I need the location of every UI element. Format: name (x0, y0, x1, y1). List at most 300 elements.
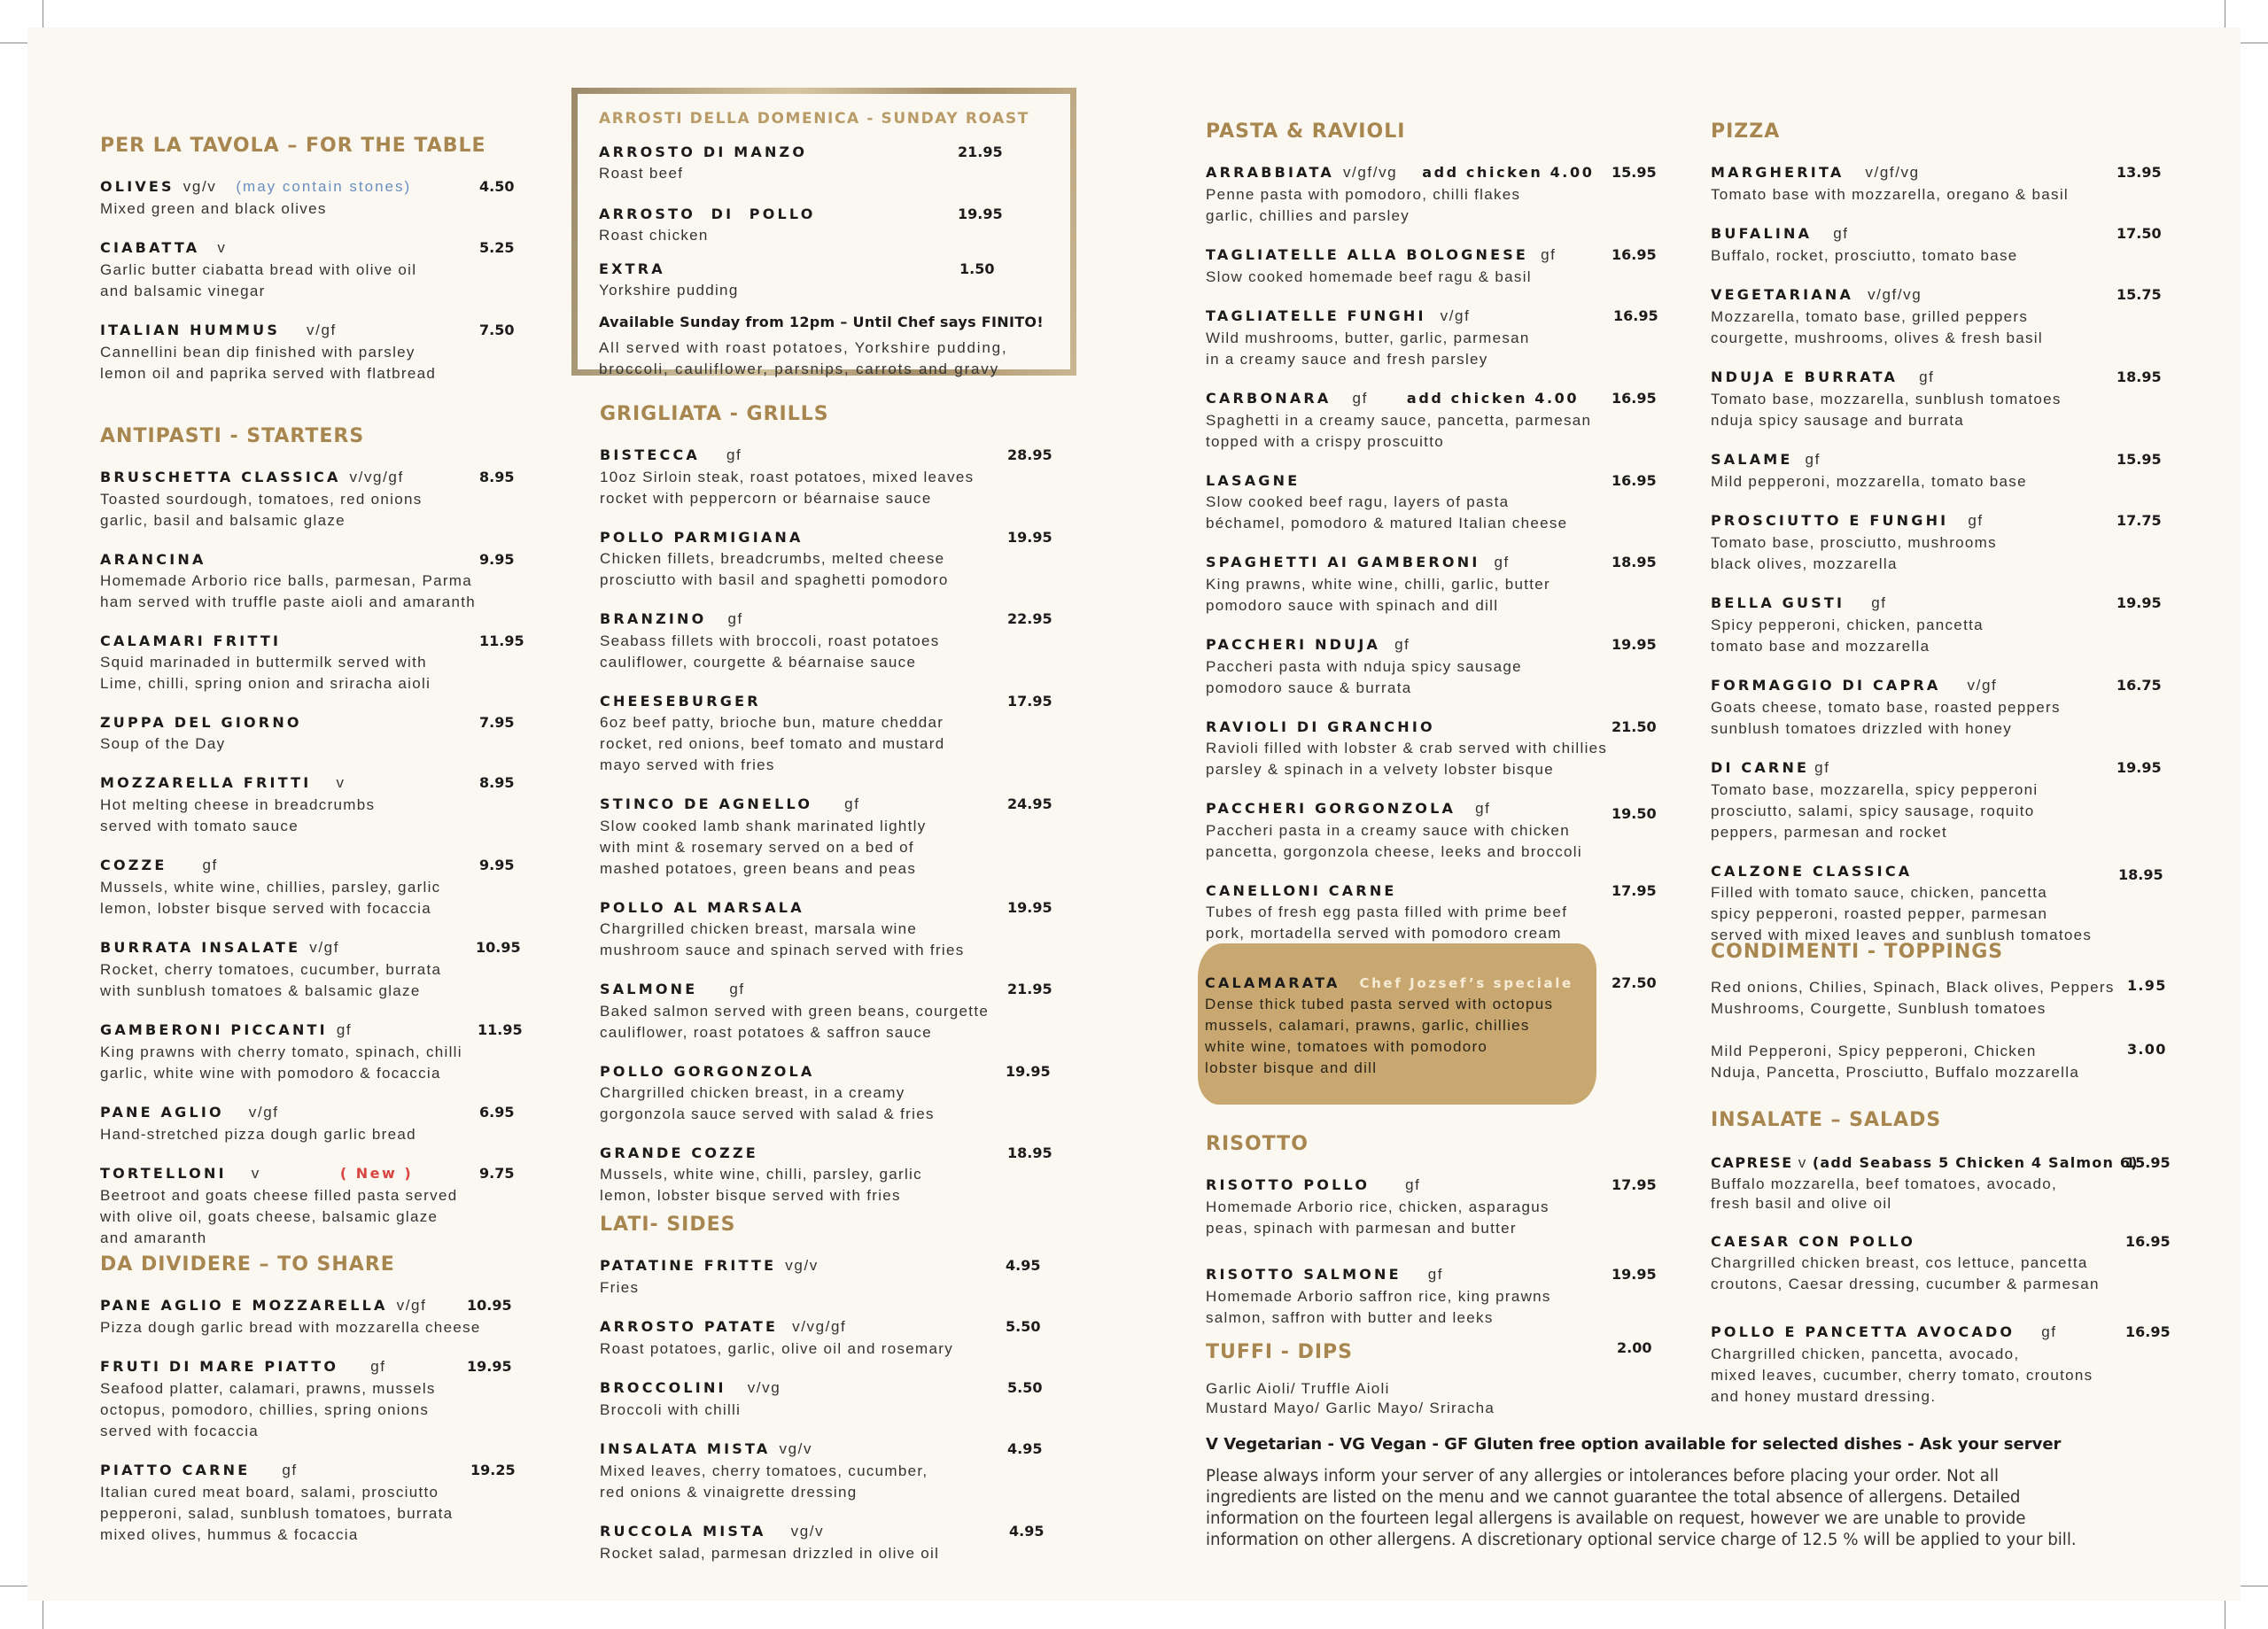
menu-item (1711, 286, 2171, 349)
menu-item (600, 1144, 1060, 1206)
diet-tags: v/vg (747, 1379, 781, 1396)
item-price: 22.95 (1007, 610, 1052, 627)
item-price: 18.95 (1612, 554, 1657, 570)
item-description: Squid marinaded in buttermilk served with Lime, chilli, spring onion and sriracha aioli (100, 654, 431, 692)
diet-tags: v/gf (1440, 307, 1471, 324)
item-description: Toasted sourdough, tomatoes, red onions garlic, basil and balsamic glaze (100, 491, 423, 529)
menu-item (100, 1297, 517, 1338)
section-da-dividere (100, 1253, 517, 1565)
item-name: ARANCINA (100, 551, 206, 568)
item-price: 19.95 (467, 1358, 512, 1375)
menu-item (100, 774, 517, 837)
menu-item (1711, 594, 2171, 657)
item-description: Wild mushrooms, butter, garlic, parmesan in a creamy sauce and fresh parsley (1206, 330, 1530, 368)
item-name: BISTECCA (600, 446, 700, 463)
item-price: 15.95 (2125, 1154, 2171, 1171)
item-name: EXTRA (599, 260, 665, 277)
diet-tags: gf (1805, 451, 1821, 468)
menu-item (1711, 225, 2171, 267)
item-description: Rocket, cherry tomatoes, cucumber, burrata with sunblush tomatoes & balsamic glaze (100, 961, 442, 999)
item-description: Filled with tomato sauce, chicken, pancetta spicy pepperoni, roasted pepper, parmesan served with mixed leaves and sunblush tomatoes (1711, 884, 2093, 943)
item-name: PACCHERI GORGONZOLA (1206, 800, 1456, 817)
menu-item (100, 551, 517, 613)
item-name: BRUSCHETTA CLASSICA (100, 469, 341, 485)
item-price: 4.95 (1009, 1523, 1045, 1540)
item-description: King prawns with cherry tomato, spinach, chilli garlic, white wine with pomodoro & focaccia (100, 1043, 462, 1082)
section-pasta (1206, 120, 1666, 966)
menu-item (1206, 472, 1666, 534)
section-grigliata (600, 403, 1060, 1206)
item-name: SPAGHETTI AI GAMBERONI (1206, 554, 1480, 570)
item-description: Roast beef (599, 165, 684, 182)
item-description: Roast chicken (599, 227, 709, 244)
item-name: CIABATTA (100, 239, 200, 256)
diet-tags: v/gf/vg (1868, 286, 1922, 303)
item-description: Dense thick tubed pasta served with octopus mussels, calamari, prawns, garlic, chillies white wine, tomatoes with pomodoro lobster bisque and dill (1205, 996, 1554, 1076)
item-description: Mussels, white wine, chillies, parsley, garlic lemon, lobster bisque served with focaccia (100, 879, 441, 917)
menu-item (1711, 1323, 2171, 1408)
diet-tags: gf (727, 610, 743, 627)
item-description: Soup of the Day (100, 735, 226, 752)
menu-item (1206, 307, 1666, 370)
diet-tags: v/gf/vg (1865, 164, 1920, 181)
menu-item (600, 899, 1060, 961)
item-price: 28.95 (1007, 446, 1052, 463)
diet-legend: V Vegetarian - VG Vegan - GF Gluten free option available for selected dishes - Ask your server (1206, 1435, 2062, 1454)
item-price: 16.95 (1612, 390, 1657, 407)
menu-item (600, 610, 1060, 673)
item-name: GRANDE COZZE (600, 1144, 758, 1161)
diet-tags: v/vg/gf (792, 1318, 847, 1335)
item-price: 17.95 (1007, 693, 1052, 710)
menu-item (599, 260, 1070, 301)
menu-item (100, 469, 517, 531)
item-name: LASAGNE (1206, 472, 1301, 489)
item-name: PATATINE FRITTE (600, 1257, 777, 1274)
add-on-note: (add Seabass 5 Chicken 4 Salmon 6) (1812, 1154, 2139, 1171)
item-price: 19.95 (1007, 529, 1052, 546)
new-badge: ( New ) (339, 1165, 414, 1182)
item-name: ARROSTO DI POLLO (599, 206, 816, 222)
item-description: Chicken fillets, breadcrumbs, melted cheese prosciutto with basil and spaghetti pomodoro (600, 550, 949, 588)
menu-item (1711, 759, 2171, 843)
section-insalate (1711, 1109, 2171, 1427)
item-description: Chargrilled chicken breast, in a creamy gorgonzola sauce served with salad & fries (600, 1084, 935, 1122)
item-price: 15.95 (1612, 164, 1657, 181)
item-name: BUFALINA (1711, 225, 1813, 242)
menu-item (599, 144, 1070, 184)
diet-tags: gf (1919, 368, 1935, 385)
item-name: FORMAGGIO DI CAPRA (1711, 677, 1941, 694)
diet-tags: gf (1541, 246, 1557, 263)
menu-item (100, 1462, 517, 1546)
item-name: BROCCOLINI (600, 1379, 726, 1396)
menu-item (1711, 512, 2171, 575)
item-description: Seafood platter, calamari, prawns, mussels octopus, pomodoro, chillies, spring onions served with focaccia (100, 1380, 436, 1439)
diet-tags: gf (370, 1358, 386, 1375)
item-name: RISOTTO POLLO (1206, 1176, 1371, 1193)
column-4 (1711, 120, 2171, 1405)
item-description: Homemade Arborio rice balls, parmesan, Parma ham served with truffle paste aioli and amaranth (100, 572, 477, 610)
item-description: 6oz beef patty, brioche bun, mature cheddar rocket, red onions, beef tomato and mustard mayo served with fries (600, 714, 945, 773)
menu-item (600, 446, 1060, 509)
menu-item (100, 1358, 517, 1442)
item-name: OLIVES (100, 178, 175, 195)
menu-item (1711, 1154, 2171, 1214)
item-price: 4.95 (1007, 1440, 1043, 1457)
diet-tags: gf (726, 446, 742, 463)
item-description: Tubes of fresh egg pasta filled with prime beef pork, mortadella served with pomodoro cream (1206, 904, 1568, 942)
item-price: 18.95 (1007, 1144, 1052, 1161)
diet-tags: v (336, 774, 346, 791)
item-price: 17.95 (1612, 882, 1657, 899)
section-title: LATI- SIDES (600, 1214, 736, 1236)
item-name: BURRATA INSALATE (100, 939, 301, 956)
item-name: BRANZINO (600, 610, 707, 627)
diet-tags: gf (729, 981, 745, 997)
item-description: Broccoli with chilli (600, 1401, 742, 1418)
item-description: Pizza dough garlic bread with mozzarella cheese (100, 1319, 481, 1336)
diet-tags: v/gf (248, 1104, 279, 1121)
section-lati (600, 1214, 1060, 1584)
menu-item (1711, 451, 2171, 493)
item-name: ARROSTO DI MANZO (599, 144, 808, 160)
item-price: 24.95 (1007, 795, 1052, 812)
item-description: Buffalo, rocket, prosciutto, tomato base (1711, 247, 2018, 264)
topping-list: Mild Pepperoni, Spicy pepperoni, Chicken Nduja, Pancetta, Prosciutto, Buffalo mozzarella (1711, 1043, 2080, 1081)
section-title: ANTIPASTI - STARTERS (100, 425, 365, 447)
item-name: POLLO AL MARSALA (600, 899, 804, 916)
item-name: POLLO GORGONZOLA (600, 1063, 815, 1080)
item-name: TAGLIATELLE FUNGHI (1206, 307, 1426, 324)
menu-item (1206, 718, 1666, 780)
item-name: CALAMARATA (1205, 974, 1340, 991)
item-description: Slow cooked homemade beef ragu & basil (1206, 268, 1532, 285)
menu-item (100, 857, 517, 919)
item-description: Tomato base, mozzarella, spicy pepperoni prosciutto, salami, spicy sausage, roquito peppers, parmesan and rocket (1711, 781, 2039, 841)
item-description: Tomato base with mozzarella, oregano & basil (1711, 186, 2069, 203)
item-price: 15.75 (2117, 286, 2162, 303)
item-price: 4.50 (479, 178, 515, 195)
menu-item (1206, 390, 1666, 453)
item-name: CHEESEBURGER (600, 693, 761, 710)
footer (1206, 1435, 2198, 1551)
item-price: 21.95 (1007, 981, 1052, 997)
item-description: Rocket salad, parmesan drizzled in olive oil (600, 1545, 940, 1562)
section-title: GRIGLIATA - GRILLS (600, 403, 829, 425)
item-name: CAESAR CON POLLO (1711, 1233, 1916, 1250)
item-name: PANE AGLIO E MOZZARELLA (100, 1297, 388, 1314)
menu-item (1206, 1266, 1666, 1329)
menu-item (100, 239, 517, 302)
item-name: PACCHERI NDUJA (1206, 636, 1381, 653)
diet-tags: v/gf (307, 322, 337, 338)
item-price: 7.50 (479, 322, 515, 338)
add-on-note: add chicken 4.00 (1422, 164, 1595, 181)
item-description: Italian cured meat board, salami, prosciutto pepperoni, salad, sunblush tomatoes, burrata mixed olives, hummus & focaccia (100, 1484, 454, 1543)
item-name: PROSCIUTTO E FUNGHI (1711, 512, 1949, 529)
diet-tags: vg/v (779, 1440, 813, 1457)
diet-tags: gf (1352, 390, 1368, 407)
menu-item (600, 1379, 1060, 1421)
item-price: 17.75 (2117, 512, 2162, 529)
item-description: Spaghetti in a creamy sauce, pancetta, parmesan topped with a crispy proscuitto (1206, 412, 1592, 450)
item-description: Mixed leaves, cherry tomatoes, cucumber, red onions & vinaigrette dressing (600, 1462, 928, 1501)
menu-item (599, 206, 1070, 246)
diet-tags: v/vg/gf (349, 469, 404, 485)
item-name: MARGHERITA (1711, 164, 1845, 181)
item-name: RISOTTO SALMONE (1206, 1266, 1402, 1283)
item-name: SALAME (1711, 451, 1793, 468)
item-note: (may contain stones) (236, 178, 412, 195)
menu-item (1711, 368, 2171, 431)
item-price: 19.95 (958, 206, 1003, 222)
item-price: 8.95 (479, 469, 515, 485)
menu-item (100, 939, 521, 1002)
diet-tags: v/gf/vg (1342, 164, 1398, 181)
diet-tags: v (1798, 1154, 1807, 1171)
item-description: Paccheri pasta with nduja spicy sausage pomodoro sauce & burrata (1206, 658, 1522, 696)
chef-note: Chef Jozsef’s speciale (1359, 975, 1573, 991)
item-description: Chargrilled chicken breast, marsala wine mushroom sauce and spinach served with fries (600, 920, 965, 958)
item-price: 6.95 (479, 1104, 515, 1121)
item-price: 8.95 (479, 774, 515, 791)
section-title: DA DIVIDERE – TO SHARE (100, 1253, 395, 1276)
item-price: 18.95 (2118, 866, 2163, 883)
item-name: POLLO E PANCETTA AVOCADO (1711, 1323, 2016, 1340)
item-price: 11.95 (479, 632, 524, 649)
menu-item (600, 795, 1060, 880)
item-name: CALAMARI FRITTI (100, 632, 282, 649)
add-on-note: add chicken 4.00 (1406, 390, 1580, 407)
item-name: PIATTO CARNE (100, 1462, 251, 1478)
diet-tags: gf (1475, 800, 1491, 817)
menu-item (100, 1165, 517, 1249)
section-title: PASTA & RAVIOLI (1206, 120, 1406, 143)
item-name: MOZZARELLA FRITTI (100, 774, 312, 791)
item-price: 19.25 (470, 1462, 516, 1478)
topping-price: 3.00 (2127, 1041, 2167, 1058)
item-description: King prawns, white wine, chilli, garlic, butter pomodoro sauce with spinach and dill (1206, 576, 1550, 614)
diet-tags: vg/v (183, 178, 217, 195)
item-description: Yorkshire pudding (599, 282, 739, 299)
menu-item (1206, 800, 1666, 863)
item-description: Slow cooked beef ragu, layers of pasta béchamel, pomodoro & matured Italian cheese (1206, 493, 1568, 531)
menu-item (100, 178, 517, 220)
diet-tags: v/gf (309, 939, 340, 956)
column-2 (600, 403, 1060, 1562)
topping-group (1711, 1041, 2171, 1083)
item-price: 16.95 (1612, 246, 1657, 263)
item-description: Tomato base, prosciutto, mushrooms black olives, mozzarella (1711, 534, 1997, 572)
item-price: 5.25 (479, 239, 515, 256)
item-price: 7.95 (479, 714, 515, 731)
menu-item (600, 1318, 1060, 1360)
item-price: 11.95 (478, 1021, 523, 1038)
dips-list: Garlic Aioli/ Truffle Aioli Mustard Mayo/ Garlic Mayo/ Sriracha (1206, 1380, 1495, 1416)
menu-item (600, 1063, 1060, 1125)
item-name: FRUTI DI MARE PIATTO (100, 1358, 339, 1375)
menu-item (600, 1440, 1060, 1503)
column-1 (100, 135, 524, 1543)
diet-tags: gf (282, 1462, 298, 1478)
diet-tags: gf (2041, 1323, 2057, 1340)
menu-item (1206, 1176, 1666, 1239)
item-name: STINCO DE AGNELLO (600, 795, 813, 812)
item-description: Chargrilled chicken breast, cos lettuce, pancetta croutons, Caesar dressing, cucumber & parmesan (1711, 1254, 2100, 1292)
allergen-disclaimer: Please always inform your server of any allergies or intolerances before placing your order. Not all ingredients are listed on the menu and we cannot guarantee the total absence of allergens. Detailed information on the fourteen legal allergens is available on request, however we are unable to provide information on other allergens. A discretionary optional service charge of 12.5 % will be applied to your bill. (1206, 1467, 2077, 1549)
item-price: 17.50 (2117, 225, 2162, 242)
diet-tags: gf (1427, 1266, 1444, 1283)
topping-price: 1.95 (2127, 977, 2167, 994)
item-description: Homemade Arborio rice, chicken, asparagus peas, spinach with parmesan and butter (1206, 1198, 1550, 1237)
menu-item (600, 1523, 1060, 1564)
menu-item (1711, 863, 2171, 946)
item-name: INSALATA MISTA (600, 1440, 771, 1457)
item-description: Mozzarella, tomato base, grilled peppers courgette, mushrooms, olives & fresh basil (1711, 308, 2043, 346)
section-title: RISOTTO (1206, 1133, 1309, 1155)
menu-item (1711, 164, 2171, 206)
menu-item (600, 1257, 1060, 1299)
section-title: CONDIMENTI - TOPPINGS (1711, 941, 2004, 963)
item-description: Garlic butter ciabatta bread with olive oil and balsamic vinegar (100, 261, 417, 299)
chef-special-item (1205, 974, 1657, 1079)
section-tuffi (1206, 1341, 1666, 1418)
item-price: 19.95 (2117, 594, 2162, 611)
item-description: Buffalo mozzarella, beef tomatoes, avocado, fresh basil and olive oil (1711, 1175, 2058, 1212)
item-price: 16.95 (1613, 307, 1658, 324)
menu-item (600, 693, 1060, 776)
menu-item (600, 981, 1060, 1043)
section-title: PER LA TAVOLA – FOR THE TABLE (100, 135, 486, 157)
menu-item (100, 714, 517, 755)
item-price: 19.95 (2117, 759, 2162, 776)
item-name: CALZONE CLASSICA (1711, 863, 1913, 880)
diet-tags: v (217, 239, 227, 256)
sunday-roast-box (571, 88, 1076, 376)
item-price: 16.95 (1612, 472, 1657, 489)
diet-tags: v/gf (1967, 677, 1998, 694)
item-description: Goats cheese, tomato base, roasted peppers sunblush tomatoes drizzled with honey (1711, 699, 2061, 737)
menu-item (1711, 1233, 2171, 1295)
item-name: RAVIOLI DI GRANCHIO (1206, 718, 1435, 735)
item-description: Spicy pepperoni, chicken, pancetta tomato base and mozzarella (1711, 617, 1984, 655)
section-risotto (1206, 1133, 1666, 1348)
item-name: CARBONARA (1206, 390, 1332, 407)
item-price: 9.95 (479, 551, 515, 568)
diet-tags: gf (1405, 1176, 1421, 1193)
item-price: 16.75 (2117, 677, 2162, 694)
menu-item (1711, 677, 2171, 740)
section-title: TUFFI - DIPS (1206, 1341, 1353, 1363)
item-description: Cannellini bean dip finished with parsley lemon oil and paprika served with flatbread (100, 344, 437, 382)
item-price: 5.50 (1007, 1379, 1043, 1396)
item-description: Mild pepperoni, mozzarella, tomato base (1711, 473, 2027, 490)
item-price: 21.95 (958, 144, 1003, 160)
item-price: 9.95 (479, 857, 515, 873)
diet-tags: v/gf (396, 1297, 427, 1314)
section-price: 2.00 (1617, 1339, 1652, 1356)
item-description: Seabass fillets with broccoli, roast potatoes cauliflower, courgette & béarnaise sauce (600, 632, 940, 671)
item-price: 19.95 (1007, 899, 1052, 916)
item-description: Hot melting cheese in breadcrumbs served with tomato sauce (100, 796, 376, 834)
menu-item (1206, 554, 1666, 617)
item-price: 10.95 (476, 939, 521, 956)
item-description: Mussels, white wine, chilli, parsley, garlic lemon, lobster bisque served with fries (600, 1166, 922, 1204)
item-description: Hand-stretched pizza dough garlic bread (100, 1126, 416, 1143)
menu-item (100, 322, 517, 384)
item-price: 16.95 (2125, 1323, 2171, 1340)
item-name: TAGLIATELLE ALLA BOLOGNESE (1206, 246, 1529, 263)
item-name: ZUPPA DEL GIORNO (100, 714, 302, 731)
item-price: 21.50 (1612, 718, 1657, 735)
item-name: CAPRESE (1711, 1154, 1793, 1171)
item-description: Paccheri pasta in a creamy sauce with chicken pancetta, gorgonzola cheese, leeks and broccoli (1206, 822, 1582, 860)
item-price: 19.50 (1612, 805, 1657, 822)
item-name: BELLA GUSTI (1711, 594, 1845, 611)
diet-tags: v (251, 1165, 260, 1182)
diet-tags: gf (844, 795, 860, 812)
item-price: 27.50 (1612, 974, 1657, 991)
item-description: Homemade Arborio saffron rice, king prawns salmon, saffron with butter and leeks (1206, 1288, 1551, 1326)
topping-group (1711, 977, 2171, 1020)
item-price: 17.95 (1612, 1176, 1657, 1193)
item-description: Chargrilled chicken, pancetta, avocado, mixed leaves, cucumber, cherry tomato, croutons and honey mustard dressing. (1711, 1346, 2093, 1405)
diet-tags: gf (1494, 554, 1510, 570)
item-name: SALMONE (600, 981, 698, 997)
menu-item (100, 632, 524, 694)
section-pizza (1711, 120, 2171, 946)
item-description: Baked salmon served with green beans, courgette cauliflower, roast potatoes & saffron sauce (600, 1003, 990, 1041)
menu-item (1206, 636, 1666, 699)
diet-tags: gf (336, 1021, 353, 1038)
item-name: ITALIAN HUMMUS (100, 322, 281, 338)
item-name: VEGETARIANA (1711, 286, 1854, 303)
item-price: 19.95 (1006, 1063, 1051, 1080)
diet-tags: vg/v (785, 1257, 819, 1274)
item-name: GAMBERONI PICCANTI (100, 1021, 328, 1038)
item-name: CANELLONI CARNE (1206, 882, 1397, 899)
diet-tags: gf (1968, 512, 1984, 529)
menu-item (1206, 246, 1666, 288)
section-title: PIZZA (1711, 120, 1781, 143)
item-description: Slow cooked lamb shank marinated lightly with mint & rosemary served on a bed of mashed potatoes, green beans and peas (600, 818, 927, 877)
diet-tags: vg/v (790, 1523, 825, 1540)
item-description: Fries (600, 1279, 640, 1296)
item-price: 13.95 (2117, 164, 2162, 181)
item-price: 16.95 (2125, 1233, 2171, 1250)
diet-tags: gf (1871, 594, 1887, 611)
item-price: 19.95 (1612, 1266, 1657, 1283)
menu-item (1206, 164, 1666, 227)
roast-availability: Available Sunday from 12pm – Until Chef says FINITO! (599, 314, 1044, 330)
section-title: ARROSTI DELLA DOMENICA - SUNDAY ROAST (599, 110, 1029, 128)
item-description: Mixed green and black olives (100, 200, 327, 217)
diet-tags: gf (202, 857, 218, 873)
roast-served-with: All served with roast potatoes, Yorkshire pudding, broccoli, cauliflower, parsnips, carrots and gravy (599, 339, 1008, 377)
item-price: 15.95 (2117, 451, 2162, 468)
item-description: Roast potatoes, garlic, olive oil and rosemary (600, 1340, 954, 1357)
item-name: RUCCOLA MISTA (600, 1523, 766, 1540)
item-description: 10oz Sirloin steak, roast potatoes, mixed leaves rocket with peppercorn or béarnaise sauce (600, 469, 975, 507)
item-price: 4.95 (1006, 1257, 1041, 1274)
item-name: PANE AGLIO (100, 1104, 224, 1121)
item-price: 1.50 (959, 260, 995, 277)
item-name: ARRABBIATA (1206, 164, 1334, 181)
topping-list: Red onions, Chilies, Spinach, Black olives, Peppers Mushrooms, Courgette, Sunblush tomatoes (1711, 979, 2115, 1017)
section-per-la-tavola (100, 135, 517, 384)
section-antipasti (100, 425, 524, 1249)
